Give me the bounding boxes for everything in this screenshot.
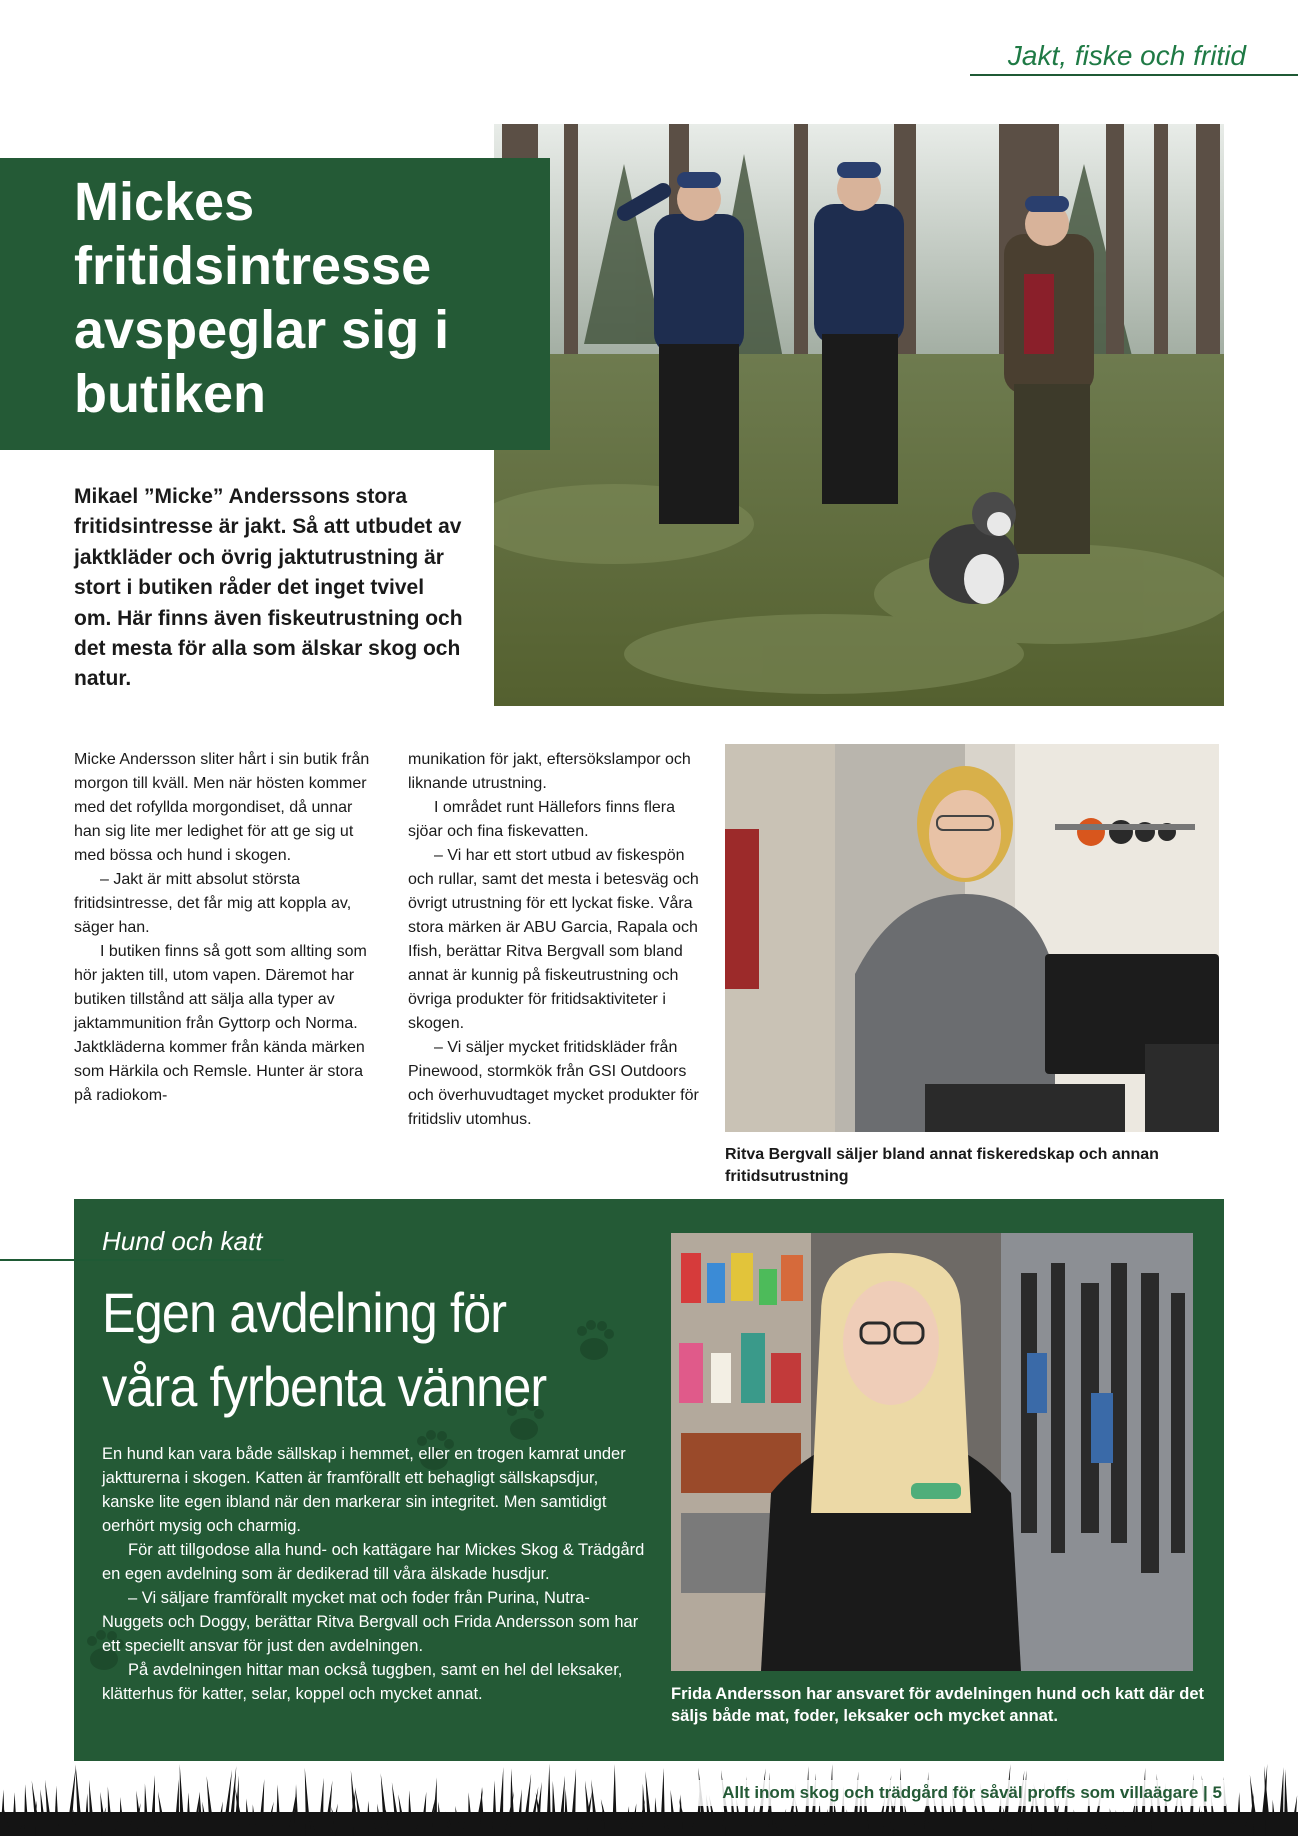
paragraph: Micke Andersson sliter hårt i sin butik från morgon till kväll. Men när hösten kommer med det rofyllda morgondiset, då unnar han sig lite mer ledighet för att ge sig ut med bössa och hund i skogen. <box>74 751 370 864</box>
section-tag: Jakt, fiske och fritid <box>970 40 1298 76</box>
article-title-box <box>0 158 550 450</box>
paragraph: – Vi har ett stort utbud av fiskespön och rullar, samt det mesta i betesväg och övrigt utrustning för ett lyckat fiske. Våra stora märken är ABU Garcia, Rapala och Ifish, berättar Ritva Bergvall som bland annat är kunnig på fiskeutrustning och övriga produkter för fritidsaktiviteter i skogen. <box>408 847 699 1032</box>
paragraph: I området runt Hällefors finns flera sjöar och fina fiskevatten. <box>408 799 675 840</box>
article-lede: Mikael ”Micke” Anderssons stora fritidsintresse är jakt. Så att utbudet av jaktkläder och övrig jaktutrustning är stort i butiken råder det inget tvivel om. Här finns även fiskeutrustning och det mesta för alla som älskar skog och natur. <box>74 485 463 691</box>
sidebar-tag: Hund och katt <box>102 1226 263 1256</box>
paragraph: En hund kan vara både sällskap i hemmet, eller en trogen kamrat under jaktturerna i skogen. Katten är framförallt ett behagligt sällskapsdjur, kanske lite egen ibland när den markerar sin integritet. Men samtidigt oerhört mysig och charmig. <box>102 1445 626 1535</box>
paragraph: – Vi säljer mycket fritidskläder från Pinewood, stormkök från GSI Outdoors och överhuvudtaget mycket produkter för fritidsliv utomhus. <box>408 1039 699 1128</box>
paragraph: På avdelningen hittar man också tuggben, samt en hel del leksaker, klätterhus för katter, selar, koppel och mycket annat. <box>102 1661 623 1703</box>
article-title: Mickes fritidsintresse avspeglar sig i butiken <box>74 172 450 424</box>
paragraph: – Vi säljare framförallt mycket mat och foder från Purina, Nutra-Nuggets och Doggy, berättar Ritva Bergvall och Frida Andersson som har ett speciellt ansvar för just den avdelningen. <box>102 1589 639 1655</box>
sidebar-rule <box>0 1259 284 1261</box>
pet-department-photo <box>671 1233 1193 1671</box>
shop-counter-photo <box>725 744 1219 1132</box>
photo-caption: Ritva Bergvall säljer bland annat fiskeredskap och annan fritidsutrustning <box>725 1146 1159 1185</box>
article-column-1 <box>74 748 382 1108</box>
forest-photo <box>494 124 1224 706</box>
paragraph: För att tillgodose alla hund- och kattägare har Mickes Skog & Trädgård en egen avdelning som är dedikerad till våra älskade husdjur. <box>102 1541 645 1583</box>
sidebar-title: Egen avdelning för våra fyrbenta vänner <box>102 1281 547 1418</box>
paragraph: munikation för jakt, eftersökslampor och liknande utrustning. <box>408 751 691 792</box>
paragraph: I butiken finns så gott som allting som hör jakten till, utom vapen. Däremot har butiken tillstånd att sälja alla typer av jaktammunition från Gyttorp och Norma. Jaktkläderna kommer från kända märken som Härkila och Remsle. Hunter är stora på radiokom- <box>74 943 367 1104</box>
article-column-2 <box>408 748 708 1132</box>
photo-caption: Frida Andersson har ansvaret för avdelningen hund och katt där det säljs både mat, foder, leksaker och mycket annat. <box>671 1685 1204 1725</box>
paragraph: – Jakt är mitt absolut största fritidsintresse, det får mig att koppla av, säger han. <box>74 871 352 936</box>
footer-slogan: Allt inom skog och trädgård för såväl proffs som villaägare | 5 <box>686 1780 1226 1806</box>
sidebar-body <box>102 1442 650 1706</box>
